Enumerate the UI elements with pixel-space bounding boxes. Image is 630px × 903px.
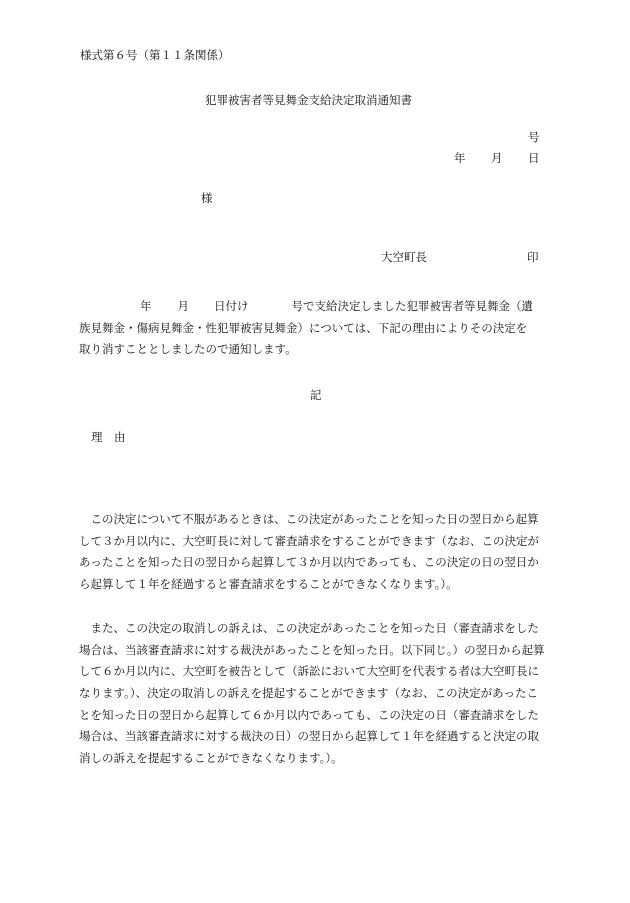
intro-month-label: 月 [177, 299, 189, 313]
lawsuit-notice-line: なります。）、決定の取消しの訴えを提起することができます（なお、この決定があったこ [79, 686, 538, 701]
ki-heading: 記 [310, 388, 322, 402]
issue-day-label: 日 [528, 151, 540, 165]
lawsuit-notice-line: して６か月以内に、大空町を被告として（訴訟において大空町を代表する者は大空町長に [79, 664, 539, 679]
review-notice-line: この決定について不服があるときは、この決定があったことを知った日の翌日から起算 [79, 512, 539, 526]
form-number: 様式第６号（第１１条関係） [80, 48, 230, 62]
lawsuit-notice [79, 618, 549, 770]
intro-dated-label: 日付け [214, 299, 249, 313]
document-title: 犯罪被害者等見舞金支給決定取消通知書 [205, 93, 412, 107]
sender-name: 大空町長 [381, 250, 427, 264]
review-notice [79, 509, 549, 596]
lawsuit-notice-line: 消しの訴えを提起することができなくなります。）。 [79, 751, 343, 766]
issue-number-label: 号 [528, 130, 540, 144]
reason-label: 理 由 [91, 430, 126, 444]
review-notice-line: して３か月以内に、大空町長に対して審査請求をすることができます（なお、この決定が [79, 533, 539, 548]
review-notice-line: ら起算して１年を経過すると審査請求をすることができなくなります。）。 [79, 577, 458, 592]
intro-line-3: 取り消すこととしましたので通知します。 [79, 342, 297, 357]
review-notice-line: あったことを知った日の翌日から起算して３か月以内であっても、この決定の日の翌日か [79, 555, 539, 570]
intro-line-2: 族見舞金・傷病見舞金・性犯罪被害見舞金）については、下記の理由によりその決定を [79, 320, 528, 335]
intro-line-1-rest: 号で支給決定しました犯罪被害者等見舞金（遺 [291, 299, 533, 313]
intro-year-label: 年 [140, 299, 152, 313]
intro-paragraph [79, 296, 549, 361]
lawsuit-notice-line: とを知った日の翌日から起算して６か月以内であっても、この決定の日（審査請求をした [79, 707, 539, 722]
lawsuit-notice-line: 場合は、当該審査請求に対する裁決があったことを知った日。以下同じ。）の翌日から起算 [79, 642, 545, 657]
issue-month-label: 月 [491, 151, 503, 165]
issue-year-label: 年 [454, 151, 466, 165]
lawsuit-notice-line: 場合は、当該審査請求に対する裁決の日）の翌日から起算して１年を経過すると決定の取 [79, 729, 539, 744]
intro-line-1 [79, 296, 549, 318]
lawsuit-notice-line: また、この決定の取消しの訴えは、この決定があったことを知った日（審査請求をした [79, 621, 539, 635]
addressee-honorific: 様 [201, 191, 213, 205]
seal-mark: 印 [527, 250, 539, 264]
